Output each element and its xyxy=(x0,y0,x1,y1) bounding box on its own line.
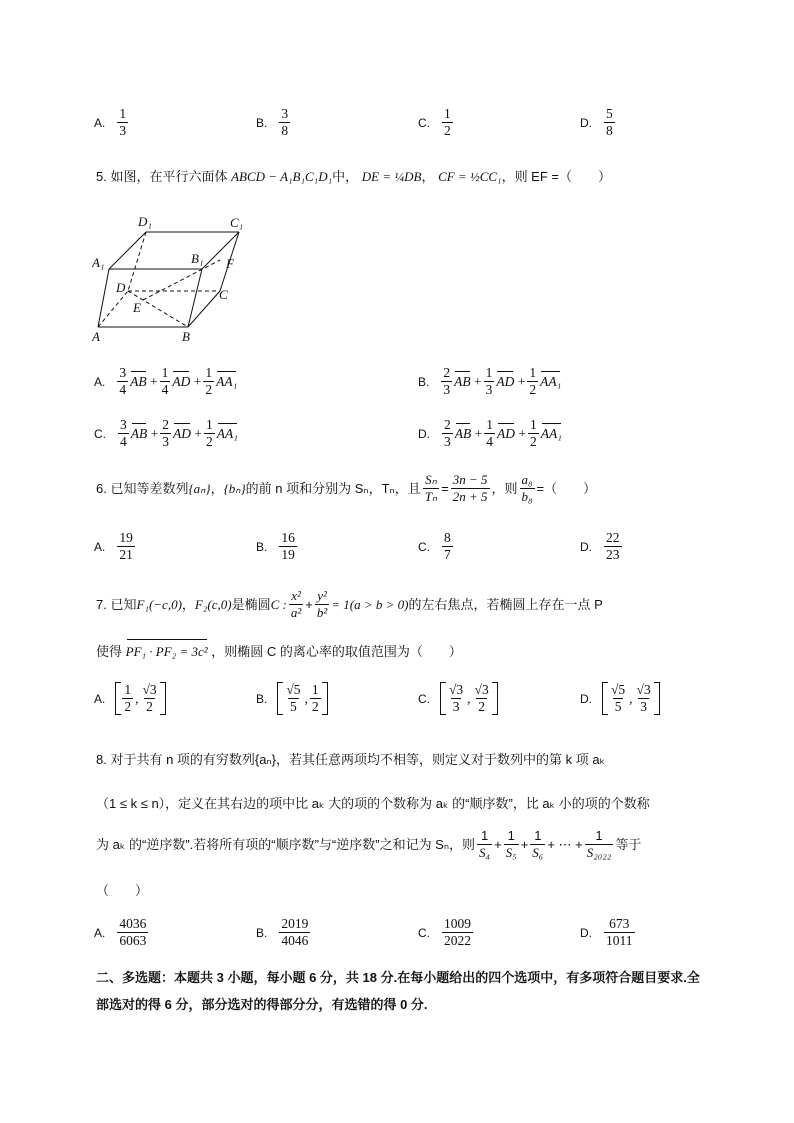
denominator: 4 xyxy=(161,382,169,397)
q4-option-c[interactable] xyxy=(418,106,455,139)
denominator: 3 xyxy=(162,434,169,449)
question-number: 5. xyxy=(96,169,107,184)
q8-option-d[interactable] xyxy=(580,916,637,949)
question-number: 7. xyxy=(96,596,107,612)
option-label: B. xyxy=(256,691,268,706)
denominator: 7 xyxy=(444,547,451,562)
denominator: 3 xyxy=(119,123,127,138)
sequence-a: {aₙ} xyxy=(188,480,211,496)
denominator: 3 xyxy=(443,382,451,397)
ratio-sn-tn xyxy=(423,472,439,505)
stem-text: （1 ≤ k ≤ n），定义在其右边的项中比 aₖ 大的项的个数称为 aₖ 的“顺序数”，比 aₖ 小的项的个数称 xyxy=(96,796,650,811)
stem-text: 已知等差数列 xyxy=(110,480,189,496)
denominator: 2 xyxy=(530,434,537,449)
stem-text: 中， xyxy=(332,169,359,184)
stem-text: 对于共有 n 项的有穷数列{aₙ}，若其任意两项均不相等，则定义对于数列中的第 k 项 aₖ xyxy=(110,752,606,767)
fraction xyxy=(117,106,128,139)
q5-option-b[interactable]: B. $\frac{2}{3}$ AB + $\frac{1}{3}$ AD + $\frac{1}{2}$ AA₁ xyxy=(418,365,562,397)
numerator: y² xyxy=(317,588,327,603)
numerator: 3n − 5 xyxy=(452,472,488,487)
denominator: 3 xyxy=(485,382,493,397)
denominator: 19 xyxy=(281,547,295,562)
interval: $\frac{√5}{5}$ , $\frac{√3}{3}$ xyxy=(602,682,660,715)
denominator: 8 xyxy=(606,123,613,138)
interval: $\frac{√3}{3}$ , $\frac{√3}{2}$ xyxy=(440,682,498,715)
denominator: 4 xyxy=(486,434,493,449)
coef-1 xyxy=(117,365,128,398)
numerator: 19 xyxy=(119,530,133,545)
coef-2 xyxy=(484,365,495,398)
label-c1: C₁ xyxy=(230,215,244,230)
denominator: 6063 xyxy=(119,933,147,948)
numerator: a₈ xyxy=(521,472,533,487)
q8-stem-line3: 为 aₖ 的“逆序数”.若将所有项的“顺序数”与“逆序数”之和记为 Sₙ，则 $\frac{1}{\text{S₄}}$ + $\frac{1}{\text{S₅}}$ + $\frac{1}{\text{S₆}}$ + ⋯ + $\frac{1}{\text{S₂₀₂₂}}$ 等于 xyxy=(96,828,642,860)
coef-1 xyxy=(442,417,453,450)
vector-ab: AB xyxy=(130,425,148,441)
label-d1: D₁ xyxy=(138,214,152,229)
option-label: C. xyxy=(418,925,430,940)
numerator: 1 xyxy=(534,828,542,843)
q8-option-c[interactable] xyxy=(418,916,475,949)
label-a1: A₁ xyxy=(92,255,105,270)
denominator: b² xyxy=(316,605,328,620)
q6-option-d[interactable] xyxy=(580,530,624,563)
q5-option-d[interactable]: D. $\frac{2}{3}$ AB + $\frac{1}{4}$ AD + $\frac{1}{2}$ AA₁ xyxy=(418,417,562,449)
stem-question: ，则椭圆 C 的离心率的取值范围为（ ） xyxy=(211,644,462,659)
lower-bound xyxy=(122,682,133,715)
option-label: C. xyxy=(418,691,430,706)
sum-term-s6 xyxy=(530,828,545,861)
numerator: 1 xyxy=(485,365,493,380)
stem-question: =（ ） xyxy=(536,480,597,496)
stem-question: ，则 EF =（ ） xyxy=(501,169,611,184)
q8-stem-line1 xyxy=(96,750,716,770)
numerator: 1 xyxy=(486,417,493,432)
label-f: F xyxy=(226,256,234,271)
option-label: D. xyxy=(580,539,592,554)
option-label: B. xyxy=(418,374,430,389)
question-number: 8. xyxy=(96,752,107,767)
numerator: x² xyxy=(291,588,301,603)
denominator: 21 xyxy=(119,547,133,562)
coef-3 xyxy=(203,365,214,398)
x-term xyxy=(289,588,303,621)
q7-option-c[interactable] xyxy=(418,682,498,715)
coef-2 xyxy=(484,417,495,450)
stem-text: ，则 xyxy=(491,480,518,496)
denominator: 2022 xyxy=(444,933,471,948)
numerator: 1 xyxy=(507,828,515,843)
stem-text: 已知 xyxy=(110,596,137,612)
denominator: 2 xyxy=(124,699,132,714)
edge-aa1 xyxy=(98,269,109,327)
numerator: 1 xyxy=(595,828,603,843)
vector-aa1: AA₁ xyxy=(216,373,238,389)
y-term xyxy=(315,588,329,621)
denominator: 2 xyxy=(146,699,153,714)
numerator: Sₙ xyxy=(425,472,437,487)
q8-option-a[interactable] xyxy=(94,916,150,949)
option-label: D. xyxy=(418,426,430,441)
fraction xyxy=(279,530,297,563)
vector-aa1: AA₁ xyxy=(216,425,238,441)
numerator: 2019 xyxy=(281,916,309,931)
dot-product: PF₁ · PF₂ = 3c² xyxy=(126,642,208,662)
vector-ab: AB xyxy=(454,425,472,441)
stem-text: 的左右焦点，若椭圆上存在一点 P xyxy=(408,596,603,612)
option-label: A. xyxy=(94,539,106,554)
numerator: 1 xyxy=(161,365,169,380)
numerator: 2 xyxy=(443,365,451,380)
upper-bound xyxy=(635,682,653,715)
q5-option-c[interactable]: C. $\frac{3}{4}$ AB + $\frac{2}{3}$ AD + $\frac{1}{2}$ AA₁ xyxy=(94,417,238,449)
coef-1 xyxy=(118,417,129,450)
q5-stem: 5. 如图，在平行六面体 ABCD − A₁B₁C₁D₁中， DE = ¼DB， CF = ½CC₁，则 EF =（ ） xyxy=(96,169,611,184)
numerator: 1 xyxy=(206,417,213,432)
q6-option-c[interactable] xyxy=(418,530,455,563)
coef-3 xyxy=(528,417,539,450)
q6-stem: 6. 已知等差数列 {aₙ} ， {bₙ} 的前 n 项和分别为 Sₙ，Tₙ，且 $\frac{\text{Sₙ}}{\text{Tₙ}}$ = $\frac{3n - 5}{2n + 5}$ ，则 $\frac{\text{a₈}}{\text{b₈}}$ =（ ） xyxy=(96,472,597,504)
denominator: S₆ xyxy=(532,845,544,860)
fraction xyxy=(279,916,310,949)
q8-stem-line4 xyxy=(96,881,148,901)
fraction xyxy=(117,916,148,949)
label-b: B xyxy=(182,329,190,344)
numerator: 1 xyxy=(480,828,489,843)
focus-f1: F₁(−c,0) xyxy=(136,596,182,612)
sequence-b: {bₙ} xyxy=(223,480,246,496)
answer-blank: （ ） xyxy=(96,883,149,898)
denominator: 5 xyxy=(290,699,297,714)
denominator: 2 xyxy=(205,382,213,397)
numerator: 3 xyxy=(120,417,127,432)
numerator: 5 xyxy=(606,106,613,121)
numerator: 3 xyxy=(281,106,289,121)
q8-stem-line2 xyxy=(96,794,716,814)
numerator: √3 xyxy=(474,682,489,697)
numerator: 16 xyxy=(281,530,295,545)
numerator: √5 xyxy=(611,682,626,697)
numerator: 1 xyxy=(124,682,132,697)
numerator: 4036 xyxy=(119,916,147,931)
denominator: 4 xyxy=(119,382,127,397)
q7-stem-line2 xyxy=(96,642,462,662)
q6-option-b[interactable] xyxy=(256,530,299,563)
lower-bound xyxy=(284,682,302,715)
option-label: C. xyxy=(94,426,106,441)
label-b1: B₁ xyxy=(191,251,204,266)
vector-aa1: AA₁ xyxy=(540,425,562,441)
q8-option-b[interactable] xyxy=(256,916,312,949)
numerator: 1 xyxy=(119,106,127,121)
stem-text: 的前 n 项和分别为 Sₙ，Tₙ，且 xyxy=(245,480,421,496)
coef-2 xyxy=(160,365,171,398)
numerator: √3 xyxy=(142,682,157,697)
fraction xyxy=(604,916,635,949)
stem-text: 如图，在平行六面体 xyxy=(110,169,228,184)
denominator: 2 xyxy=(478,699,485,714)
sum-term-s5 xyxy=(504,828,519,861)
interval: $\frac{1}{2}$ , $\frac{√3}{2}$ xyxy=(115,682,165,715)
label-a: A xyxy=(92,329,100,344)
denominator: 2 xyxy=(529,382,537,397)
numerator: 1 xyxy=(311,682,319,697)
numerator: √3 xyxy=(449,682,464,697)
coef-1 xyxy=(441,365,452,398)
q7-option-b[interactable] xyxy=(256,682,328,715)
fraction xyxy=(604,530,622,563)
vector-ab: AB xyxy=(130,373,147,389)
option-label: D. xyxy=(580,925,592,940)
denominator: 2 xyxy=(444,123,451,138)
condition-1: DE = ¼DB xyxy=(361,169,422,184)
numerator: 1 xyxy=(530,417,537,432)
upper-bound xyxy=(310,682,321,715)
numerator: 1 xyxy=(444,106,451,121)
sum-term-s2022 xyxy=(585,828,614,861)
stem-text: 等于 xyxy=(615,836,642,852)
fraction xyxy=(442,106,453,139)
vector-ad: AD xyxy=(172,373,191,389)
fraction xyxy=(279,106,290,139)
q4-option-d[interactable] xyxy=(580,106,617,139)
denominator: a² xyxy=(290,605,302,620)
denominator: 1011 xyxy=(606,933,633,948)
numerator: 22 xyxy=(606,530,620,545)
lower-bound xyxy=(447,682,465,715)
q4-option-a[interactable] xyxy=(94,106,130,139)
denominator: 2 xyxy=(206,434,213,449)
numerator: 2 xyxy=(444,417,451,432)
upper-bound xyxy=(140,682,158,715)
condition-2: CF = ½CC₁ xyxy=(438,169,502,184)
denominator: 4 xyxy=(120,434,127,449)
q7-stem-line1: 7. 已知 F₁(−c,0) ， F₂(c,0) 是椭圆 C : $\frac{\text{x²}}{\text{a²}}$ + $\frac{\text{y²}}{\text{b²}}$ = 1(a > b > 0) 的左右焦点，若椭圆上存在一点 P xyxy=(96,588,603,620)
denominator: 3 xyxy=(640,699,647,714)
denominator: b₈ xyxy=(521,489,533,504)
ratio-expression xyxy=(451,472,490,505)
ellipse-condition: = 1(a > b > 0) xyxy=(331,596,409,612)
stem-text: 为 aₖ 的“逆序数”.若将所有项的“顺序数”与“逆序数”之和记为 Sₙ，则 xyxy=(96,836,476,852)
option-label: B. xyxy=(256,925,268,940)
option-label: D. xyxy=(580,115,592,130)
option-label: B. xyxy=(256,539,268,554)
vector-ad: AD xyxy=(173,425,191,441)
denominator: S₅ xyxy=(505,845,517,860)
denominator: 2n + 5 xyxy=(452,489,488,504)
option-label: C. xyxy=(418,115,430,130)
stem-text: 使得 xyxy=(96,644,123,659)
vector-ad: AD xyxy=(496,373,515,389)
option-label: D. xyxy=(580,691,592,706)
numerator: 1 xyxy=(205,365,213,380)
segment-ef-hidden xyxy=(143,260,220,300)
numerator: 8 xyxy=(444,530,451,545)
q7-option-d[interactable] xyxy=(580,682,660,715)
option-label: B. xyxy=(256,115,268,130)
vector-ab: AB xyxy=(454,373,471,389)
denominator: Tₙ xyxy=(424,489,438,504)
upper-bound xyxy=(473,682,491,715)
numerator: 2 xyxy=(162,417,169,432)
solid-name: ABCD − A₁B₁C₁D₁ xyxy=(231,169,333,184)
option-label: A. xyxy=(94,691,106,706)
numerator: 1 xyxy=(529,365,537,380)
focus-f2: F₂(c,0) xyxy=(194,596,232,612)
fraction xyxy=(442,530,453,563)
denominator: 4046 xyxy=(281,933,309,948)
edge-a1d1 xyxy=(109,232,146,269)
fraction xyxy=(442,916,473,949)
label-c: C xyxy=(219,287,228,302)
q5-option-a[interactable]: A. $\frac{3}{4}$ AB + $\frac{1}{4}$ AD + $\frac{1}{2}$ AA₁ xyxy=(94,365,238,397)
question-number: 6. xyxy=(96,480,107,496)
label-d: D xyxy=(116,280,126,295)
fraction xyxy=(117,530,135,563)
ellipse-name: C : xyxy=(270,596,287,612)
numerator: 1009 xyxy=(444,916,471,931)
separator: ， xyxy=(210,480,224,496)
option-label: A. xyxy=(94,925,106,940)
denominator: S₄ xyxy=(479,845,491,860)
lower-bound xyxy=(609,682,627,715)
label-e: E xyxy=(133,300,141,315)
edge-ad-hidden xyxy=(98,291,128,327)
parallelepiped-figure xyxy=(92,210,252,348)
numerator: 3 xyxy=(119,365,127,380)
ratio-a8-b8 xyxy=(520,472,535,505)
denominator: 3 xyxy=(444,434,451,449)
vector-ad: AD xyxy=(497,425,515,441)
sum-term-s4 xyxy=(477,828,492,861)
fraction xyxy=(604,106,615,139)
vector-aa1: AA₁ xyxy=(540,373,562,389)
denominator: 3 xyxy=(452,699,460,714)
denominator: 8 xyxy=(281,123,289,138)
denominator: 2 xyxy=(311,699,319,714)
option-label: A. xyxy=(94,115,106,130)
coef-3 xyxy=(527,365,538,398)
edge-bb1 xyxy=(188,269,202,327)
denominator: 23 xyxy=(606,547,620,562)
option-label: A. xyxy=(94,374,106,389)
coef-2 xyxy=(160,417,171,450)
coef-3 xyxy=(204,417,215,450)
stem-text: 是椭圆 xyxy=(231,596,271,612)
section-2-heading: 二、多选题：本题共 3 小题，每小题 6 分，共 18 分.在每小题给出的四个选项中，有多项符合题目要求.全部选对的得 6 分，部分选对的得部分分，有选错的得 0 分. xyxy=(96,970,700,1012)
option-label: C. xyxy=(418,539,430,554)
numerator: 673 xyxy=(609,916,630,931)
q6-option-a[interactable] xyxy=(94,530,137,563)
q7-option-a[interactable] xyxy=(94,682,166,715)
denominator: S₂₀₂₂ xyxy=(586,845,612,860)
numerator: √5 xyxy=(286,682,301,697)
interval: $\frac{√5}{5}$ , $\frac{1}{2}$ xyxy=(277,682,327,715)
denominator: 5 xyxy=(614,699,622,714)
q4-option-b[interactable] xyxy=(256,106,292,139)
numerator: √3 xyxy=(636,682,651,697)
